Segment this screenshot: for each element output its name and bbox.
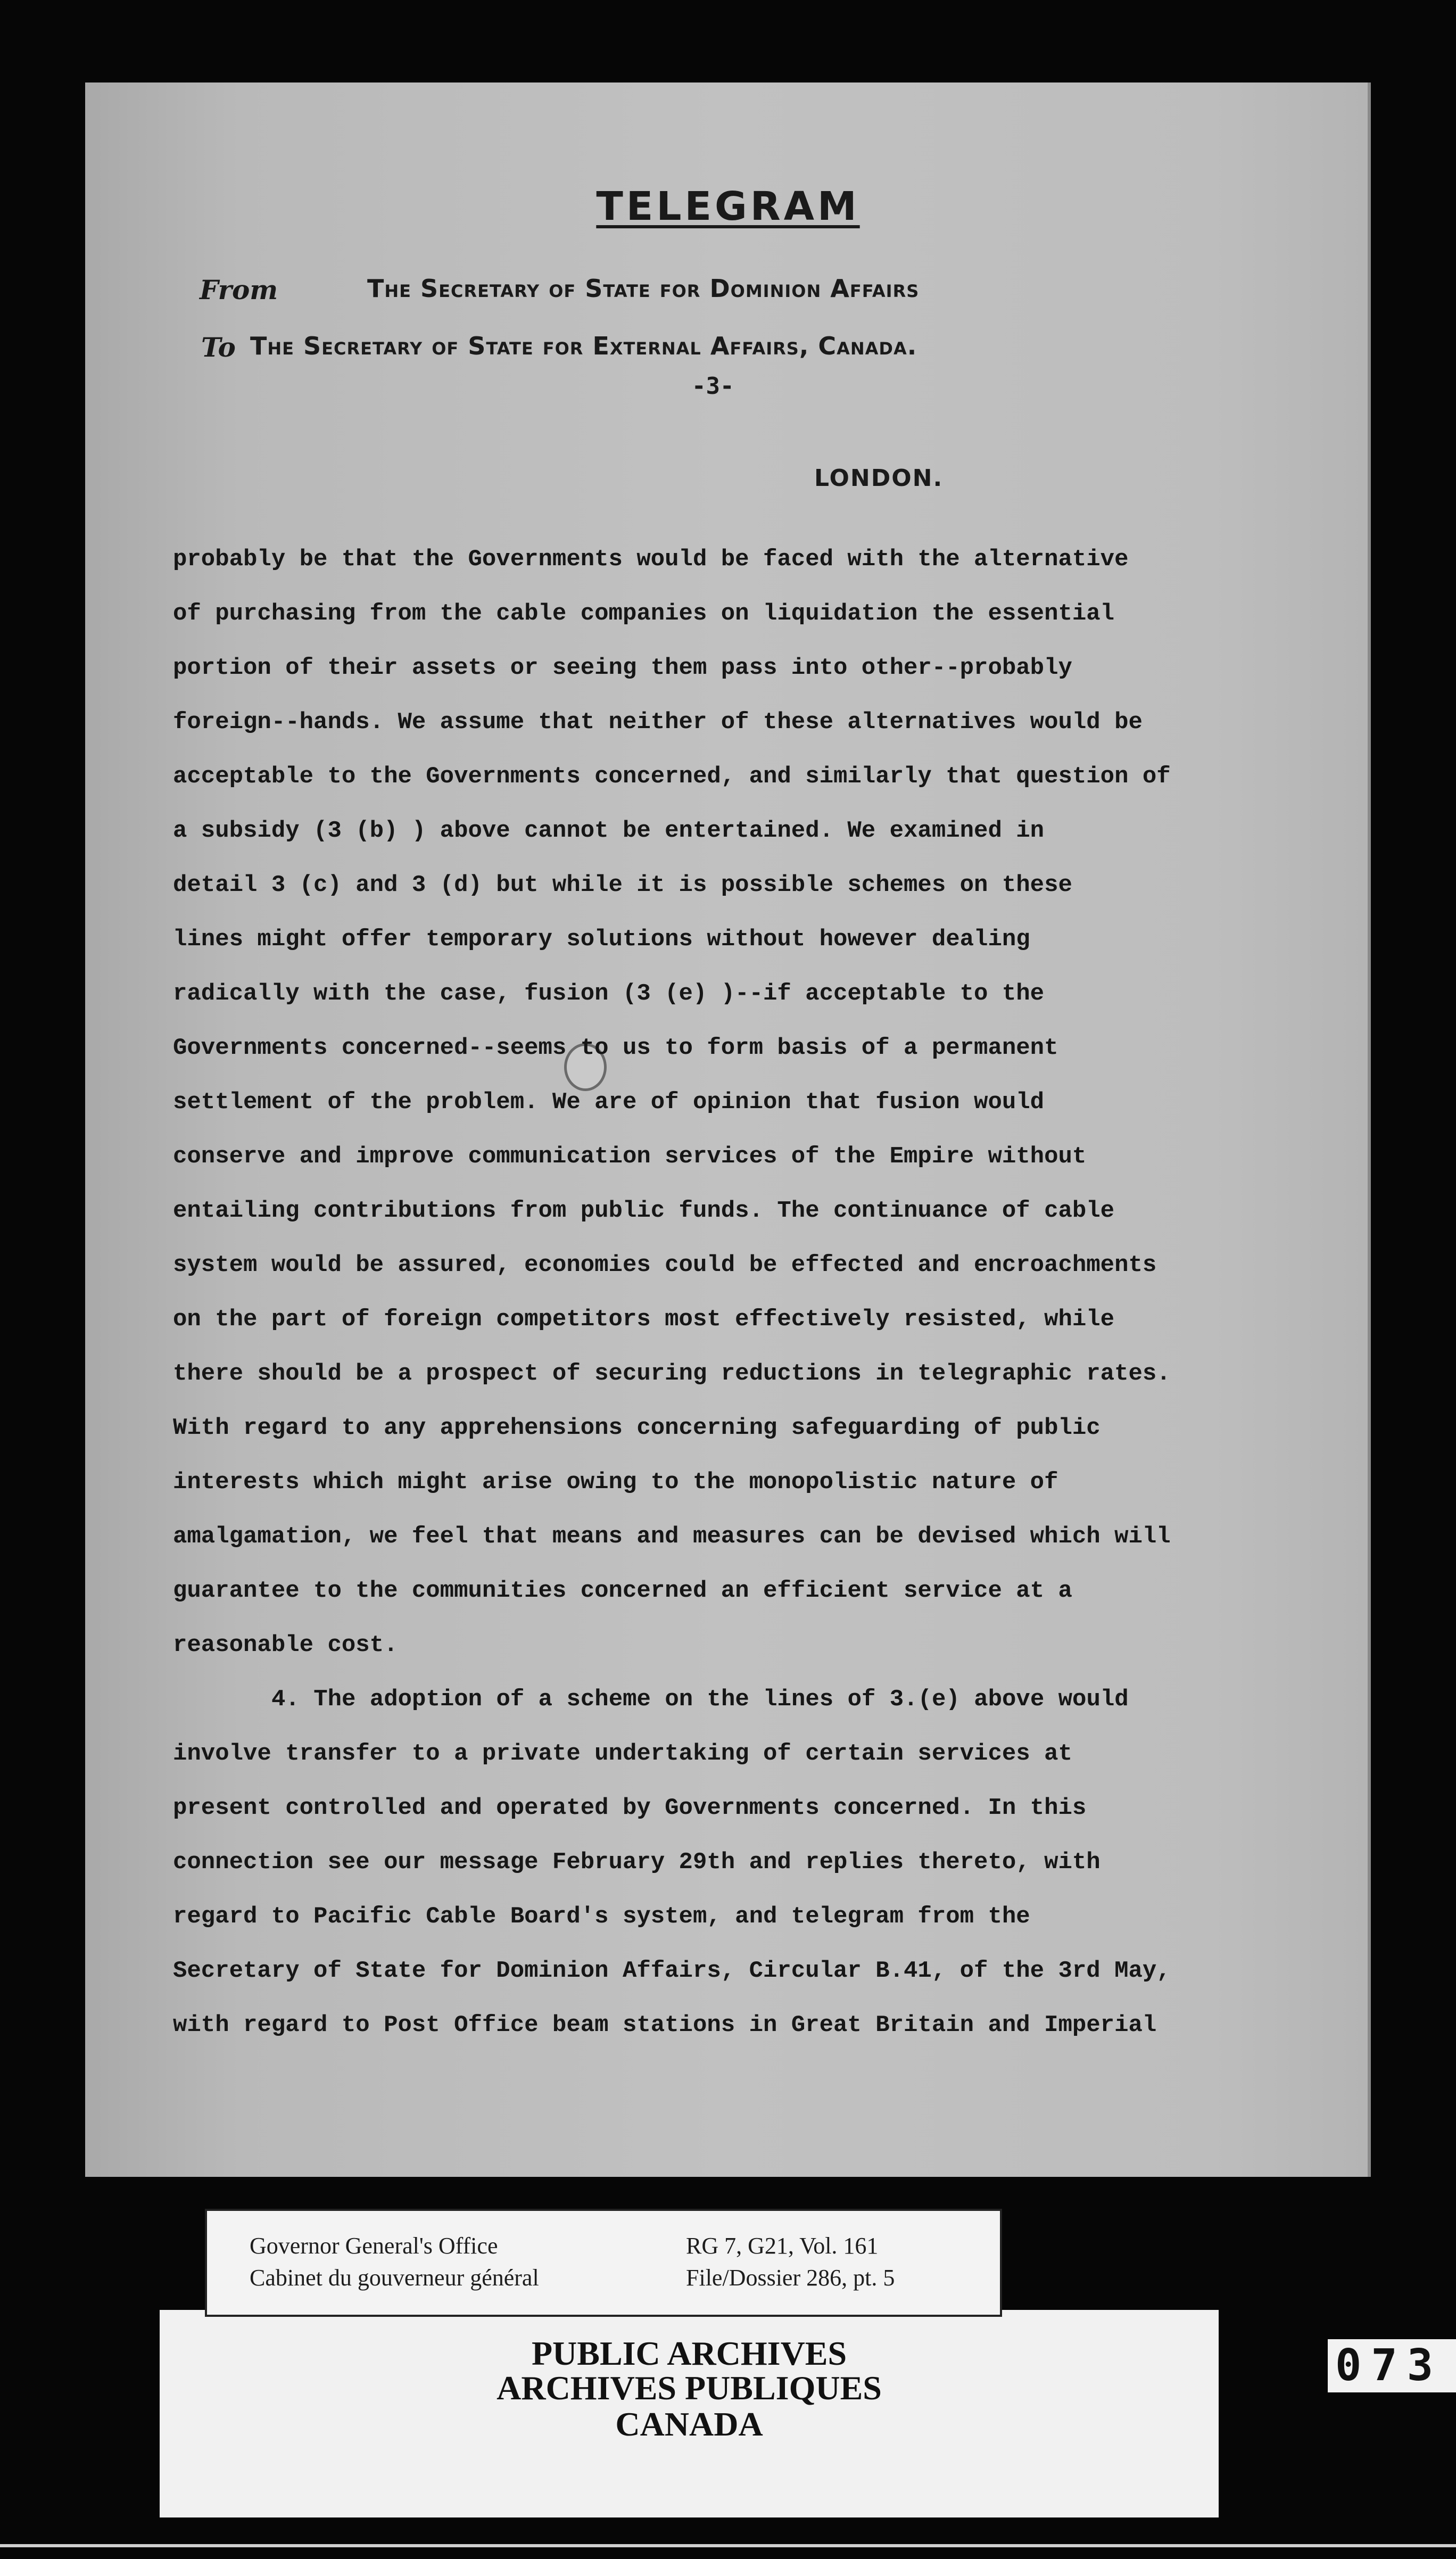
archives-line-2: ARCHIVES PUBLIQUES [497, 2369, 882, 2407]
body-line: reasonable cost. [173, 1632, 398, 1658]
place-of-origin: LONDON. [814, 465, 944, 492]
archives-line-3: CANADA [615, 2405, 763, 2443]
body-line: Governments concerned--seems to us to form basis of a permanent [173, 1035, 1058, 1061]
body-line: entailing contributions from public funds. The continuance of cable [173, 1198, 1115, 1224]
file-reference: File/Dossier 286, pt. 5 [686, 2265, 895, 2291]
body-line: foreign--hands. We assume that neither of these alternatives would be [173, 709, 1143, 736]
from-label: From [200, 274, 278, 306]
body-line: probably be that the Governments would be faced with the alternative [173, 546, 1129, 573]
telegram-body [173, 532, 1333, 2052]
archives-line-1: PUBLIC ARCHIVES [531, 2334, 847, 2372]
body-line: connection see our message February 29th and replies thereto, with [173, 1849, 1101, 1876]
from-value: The Secretary of State for Dominion Affairs [367, 274, 920, 303]
body-line: of purchasing from the cable companies on liquidation the essential [173, 600, 1115, 627]
body-line: conserve and improve communication services of the Empire without [173, 1143, 1087, 1170]
body-line: there should be a prospect of securing reductions in telegraphic rates. [173, 1360, 1171, 1387]
body-line: with regard to Post Office beam stations in Great Britain and Imperial [173, 2012, 1157, 2038]
body-line: Secretary of State for Dominion Affairs, Circular B.41, of the 3rd May, [173, 1958, 1171, 1984]
body-line: settlement of the problem. We are of opinion that fusion would [173, 1089, 1045, 1116]
body-line: present controlled and operated by Governments concerned. In this [173, 1795, 1087, 1821]
body-line: With regard to any apprehensions concerning safeguarding of public [173, 1415, 1101, 1441]
body-line: system would be assured, economies could be effected and encroachments [173, 1252, 1157, 1278]
paragraph-4-start: 4. The adoption of a scheme on the lines of 3.(e) above would [271, 1686, 1129, 1713]
archives-stamp [160, 2310, 1219, 2517]
body-line: interests which might arise owing to the monopolistic nature of [173, 1469, 1058, 1496]
fonds-name-french: Cabinet du gouverneur général [250, 2265, 539, 2291]
body-line: involve transfer to a private undertaking of certain services at [173, 1740, 1072, 1767]
body-line: radically with the case, fusion (3 (e) )--if acceptable to the [173, 980, 1045, 1007]
body-line: amalgamation, we feel that means and measures can be devised which will [173, 1523, 1171, 1550]
body-line: on the part of foreign competitors most effectively resisted, while [173, 1306, 1115, 1333]
body-line: lines might offer temporary solutions without however dealing [173, 926, 1030, 953]
document-title: TELEGRAM [596, 184, 860, 229]
body-line: regard to Pacific Cable Board's system, and telegram from the [173, 1903, 1030, 1930]
body-line: acceptable to the Governments concerned, and similarly that question of [173, 763, 1171, 790]
page-number: -3- [692, 373, 734, 400]
fonds-name-english: Governor General's Office [250, 2233, 498, 2259]
body-line: detail 3 (c) and 3 (d) but while it is possible schemes on these [173, 872, 1072, 898]
microfilm-frame-number: 073 [1328, 2339, 1456, 2392]
to-label: To [201, 332, 236, 363]
film-edge [0, 2544, 1456, 2547]
archive-reference-label [205, 2209, 1002, 2317]
body-line: a subsidy (3 (b) ) above cannot be entertained. We examined in [173, 818, 1045, 844]
to-value: The Secretary of State for External Affairs, Canada. [250, 332, 917, 360]
body-line: portion of their assets or seeing them pass into other--probably [173, 655, 1072, 681]
record-group-reference: RG 7, G21, Vol. 161 [686, 2233, 879, 2259]
body-line: guarantee to the communities concerned an efficient service at a [173, 1578, 1072, 1604]
